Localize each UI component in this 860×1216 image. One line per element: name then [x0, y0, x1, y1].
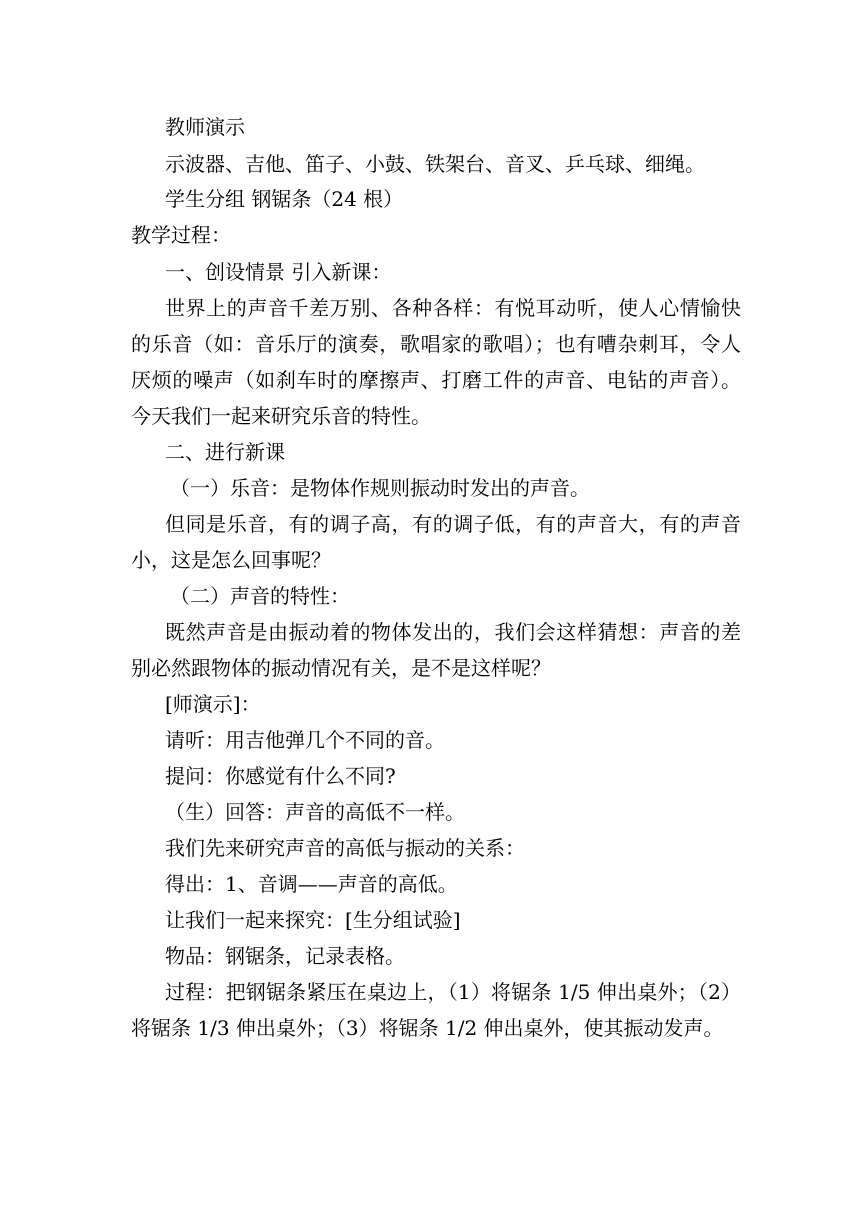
- paragraph-line: 小，这是怎么回事呢？: [131, 548, 331, 572]
- paragraph-line: 的乐音（如：音乐厅的演奏，歌唱家的歌唱）；也有嘈杂刺耳，令人: [131, 332, 741, 356]
- section-heading-teacher-demo: 教师演示: [165, 115, 245, 139]
- step-one-heading: 一、创设情景 引入新课：: [165, 260, 392, 284]
- paragraph-line: 我们先来研究声音的高低与振动的关系：: [165, 836, 525, 860]
- musical-sound-definition: （一）乐音：是物体作规则振动时发出的声音。: [170, 476, 590, 500]
- listen-instruction: 请听：用吉他弹几个不同的音。: [165, 728, 445, 752]
- procedure-line: 将锯条 1/3 伸出桌外；（3）将锯条 1/2 伸出桌外，使其振动发声。: [131, 1016, 724, 1040]
- paragraph-line: 世界上的声音千差万别、各种各样：有悦耳动听，使人心情愉快: [165, 296, 741, 320]
- paragraph-line: 既然声音是由振动着的物体发出的，我们会这样猜想：声音的差: [165, 620, 741, 644]
- step-two-heading: 二、进行新课: [165, 440, 285, 464]
- paragraph-line: 厌烦的噪声（如刹车时的摩擦声、打磨工件的声音、电钻的声音）。: [131, 368, 741, 392]
- question-line: 提问：你感觉有什么不同?: [165, 764, 396, 788]
- equipment-list: 示波器、吉他、笛子、小鼓、铁架台、音叉、乒乓球、细绳。: [165, 152, 705, 176]
- procedure-line: 过程：把钢锯条紧压在桌边上，（1）将锯条 1/5 伸出桌外；（2）: [165, 980, 741, 1004]
- sound-characteristics-heading: （二）声音的特性：: [170, 584, 350, 608]
- conclusion-pitch: 得出：1、音调——声音的高低。: [165, 872, 458, 896]
- teacher-demo-label: [师演示]：: [165, 692, 261, 716]
- paragraph-line: 但同是乐音，有的调子高，有的调子低，有的声音大，有的声音: [165, 512, 741, 536]
- paragraph-line: 别必然跟物体的振动情况有关，是不是这样呢？: [131, 656, 551, 680]
- paragraph-line: 让我们一起来探究：[生分组试验]: [165, 908, 461, 932]
- section-heading-teaching-process: 教学过程：: [131, 223, 231, 247]
- paragraph-line: 今天我们一起来研究乐音的特性。: [131, 404, 431, 428]
- student-group-equipment: 学生分组 钢锯条（24 根）: [165, 187, 404, 211]
- student-answer-line: （生）回答：声音的高低不一样。: [165, 800, 465, 824]
- materials-line: 物品：钢锯条，记录表格。: [165, 944, 405, 968]
